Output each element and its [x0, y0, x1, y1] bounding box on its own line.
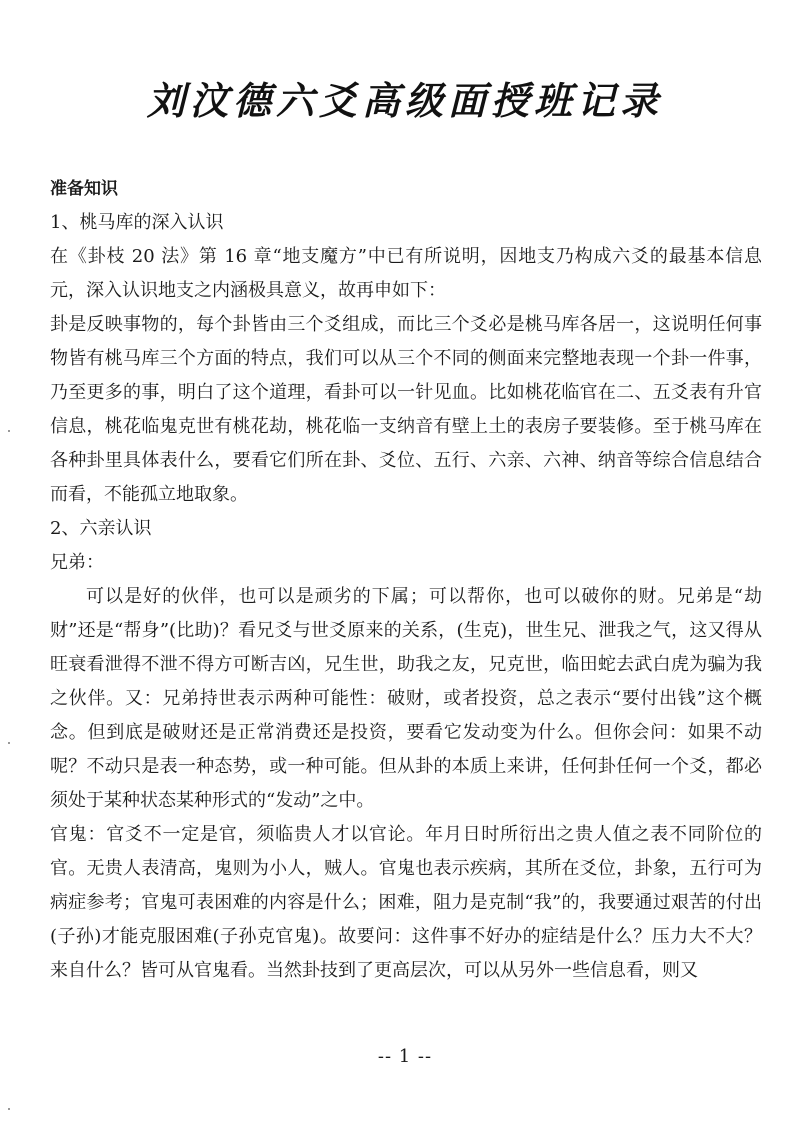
scan-speck: [8, 742, 10, 744]
paragraph: 官鬼：官爻不一定是官，须临贵人才以官论。年月日时所衍出之贵人值之表不同阶位的官。无贵人表清高，鬼则为小人，贼人。官鬼也表示疾病，其所在爻位，卦象，五行可为病症参考；官鬼可表困难的内容是什么；困难，阻力是克制“我”的，我要通过艰苦的付出(子孙)才能克服困难(子孙克官鬼)。故要问：这件事不好办的症结是什么？压力大不大？来自什么？皆可从官鬼看。当然卦技到了更高层次，可以从另外一些信息看，则又: [50, 824, 762, 981]
subsection-heading: 2、六亲认识: [50, 518, 152, 539]
scan-speck: [8, 1108, 10, 1110]
scan-speck: [8, 430, 10, 432]
subsection-heading: 1、桃马库的深入认识: [50, 212, 224, 233]
term-label: 兄弟：: [50, 552, 104, 573]
paragraph: 可以是好的伙伴，也可以是顽劣的下属；可以帮你，也可以破你的财。兄弟是“劫财”还是“帮身”(比助)？看兄爻与世爻原来的关系，(生克)，世生兄、泄我之气，这又得从旺衰看泄得不泄不得方可断吉凶，兄生世，助我之友，兄克世，临田蛇去武白虎为骗为我之伙伴。又：兄弟持世表示两种可能性：破财，或者投资，总之表示“要付出钱”这个概念。但到底是破财还是正常消费还是投资，要看它发动变为什么。但你会问：如果不动呢？不动只是表一种态势，或一种可能。但从卦的本质上来讲，任何卦任何一个爻，都必须处于某种状态某种形式的“发动”之中。: [50, 586, 762, 811]
section-heading: 准备知识: [50, 179, 118, 199]
page-title: 刘汶德六爻高级面授班记录: [146, 78, 663, 123]
paragraph: 卦是反映事物的，每个卦皆由三个爻组成，而比三个爻必是桃马库各居一，这说明任何事物皆有桃马库三个方面的特点，我们可以从三个不同的侧面来完整地表现一个卦一件事，乃至更多的事，明白了这个道理，看卦可以一针见血。比如桃花临官在二、五爻表有升官信息，桃花临鬼克世有桃花劫，桃花临一支纳音有壁上土的表房子要装修。至于桃马库在各种卦里具体表什么，要看它们所在卦、爻位、五行、六亲、六神、纳音等综合信息结合而看，不能孤立地取象。: [50, 314, 762, 505]
document-body: [50, 172, 762, 988]
paragraph: 在《卦枝 20 法》第 16 章“地支魔方”中已有所说明，因地支乃构成六爻的最基本信息元，深入认识地支之内涵极具意义，故再申如下：: [50, 246, 762, 301]
page-number: -- 1 --: [377, 1046, 433, 1067]
